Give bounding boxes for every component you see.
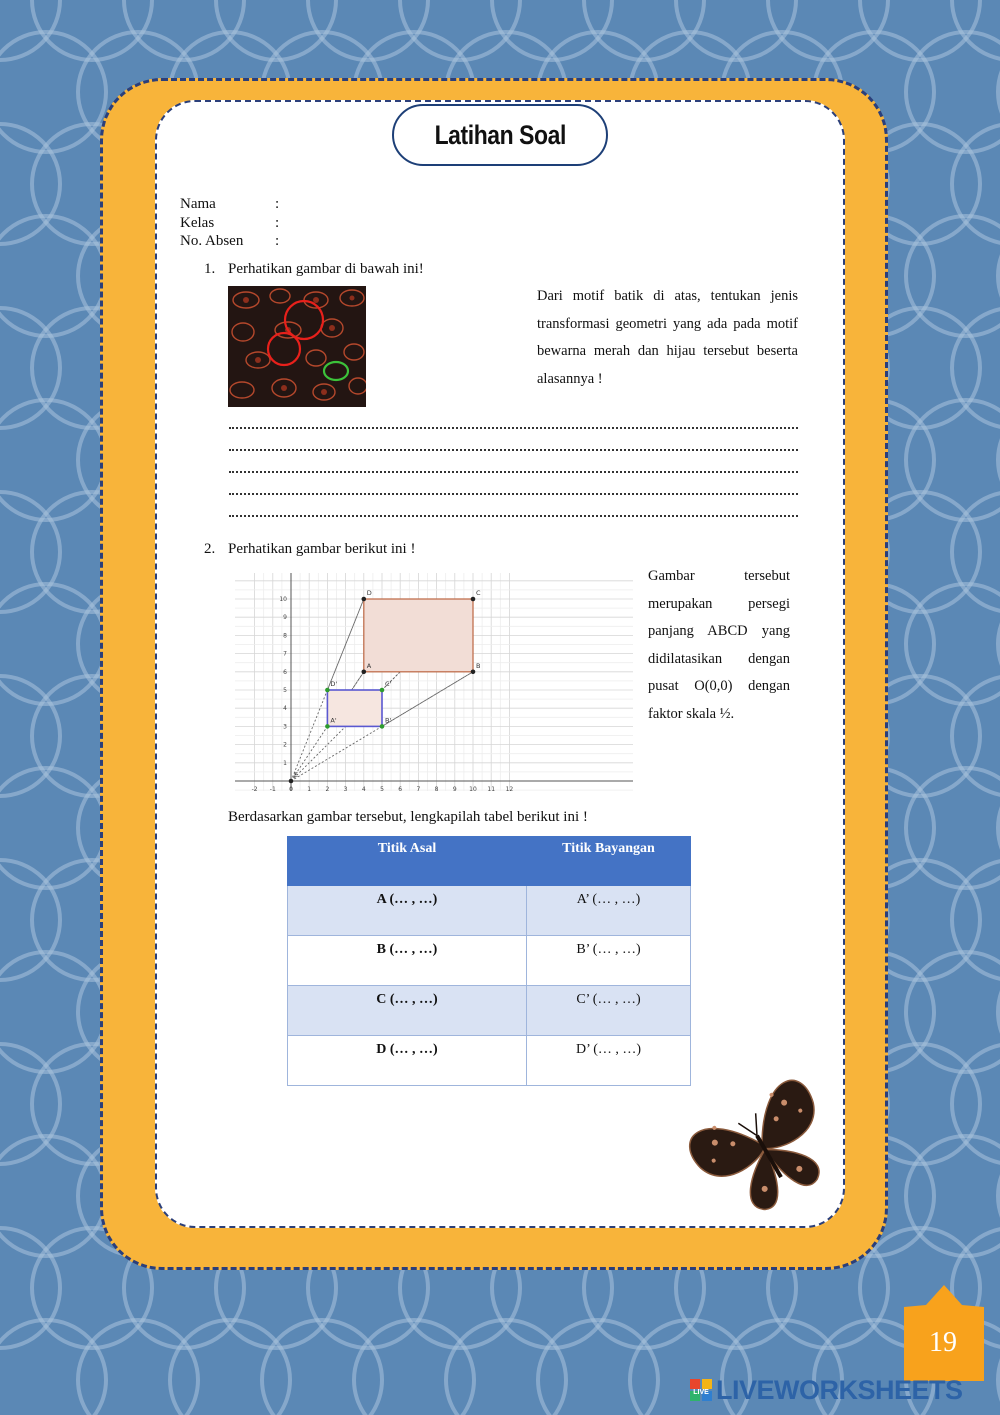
q1-number: 1. <box>204 261 216 277</box>
y-tick-label: 7 <box>283 650 287 658</box>
y-tick-label: 10 <box>279 596 287 603</box>
x-tick-label: 12 <box>505 786 514 793</box>
y-tick-label: 4 <box>283 705 287 713</box>
rectangle-abcd <box>364 599 473 672</box>
batik-motif-image <box>228 286 366 407</box>
point-b <box>471 670 476 675</box>
liveworksheets-icon <box>690 1379 712 1401</box>
answer-table <box>287 836 691 1086</box>
x-tick-label: 11 <box>487 786 496 793</box>
point-b[interactable]: B (… , …) <box>288 936 527 986</box>
class-field[interactable]: Kelas : <box>180 215 280 231</box>
x-tick-label: 7 <box>416 786 421 793</box>
point-label: B <box>476 661 481 670</box>
dilation-graph <box>233 565 635 800</box>
point-b-image[interactable]: B’ (… , …) <box>527 936 691 986</box>
point-a-image[interactable]: A’ (… , …) <box>527 886 691 936</box>
title-pill <box>392 104 608 166</box>
point-e <box>289 779 294 784</box>
y-tick-label: 3 <box>283 723 287 731</box>
answer-line[interactable] <box>229 515 798 517</box>
q2-instruction: Berdasarkan gambar tersebut, lengkapilah tabel berikut ini ! <box>228 809 588 825</box>
q2-text: Gambar tersebut merupakan persegi panjang ABCD yang didilatasikan dengan pusat O(0,0) dengan faktor skala ½. <box>648 568 790 722</box>
point-label: A' <box>330 716 337 725</box>
point-d[interactable]: D (… , …) <box>288 1036 527 1086</box>
x-tick-label: 8 <box>434 786 439 793</box>
y-tick-label: 2 <box>283 741 287 749</box>
point-a[interactable]: A (… , …) <box>288 886 527 936</box>
liveworksheets-logo[interactable] <box>690 1375 963 1405</box>
table-row <box>288 886 691 936</box>
svg-text:LIVE: LIVE <box>693 1389 709 1396</box>
x-tick-label: 9 <box>452 786 457 793</box>
table-row <box>288 1036 691 1086</box>
point-d <box>362 597 367 602</box>
point-c <box>471 597 476 602</box>
y-tick-label: 1 <box>283 759 287 767</box>
name-label: Nama <box>180 196 216 212</box>
answer-line[interactable] <box>229 493 798 495</box>
answer-line[interactable] <box>229 471 798 473</box>
point-d-image[interactable]: D’ (… , …) <box>527 1036 691 1086</box>
header-titik-asal: Titik Asal <box>288 837 527 886</box>
table-row <box>288 986 691 1036</box>
point-label: D <box>366 589 372 597</box>
x-tick-label: 6 <box>398 786 403 793</box>
header-titik-bayangan: Titik Bayangan <box>527 837 691 886</box>
answer-line[interactable] <box>229 449 798 451</box>
point-label: E <box>294 771 299 779</box>
point-label: C' <box>385 680 392 688</box>
point-a1 <box>325 724 330 729</box>
point-label: C <box>476 589 481 597</box>
y-tick-label: 8 <box>283 632 287 640</box>
point-label: B' <box>385 716 392 725</box>
q2-prompt: Perhatikan gambar berikut ini ! <box>228 541 416 557</box>
x-tick-label: 10 <box>469 786 477 793</box>
q1-text: Dari motif batik di atas, tentukan jenis transformasi geometri yang ada pada motif bewarna merah dan hijau tersebut beserta alasannya ! <box>537 288 798 387</box>
table-row <box>288 936 691 986</box>
point-c1 <box>380 688 385 693</box>
q1-prompt: Perhatikan gambar di bawah ini! <box>228 261 424 277</box>
x-tick-label: 4 <box>361 786 366 793</box>
batik-butterfly-icon <box>688 1074 838 1217</box>
absen-label: No. Absen <box>180 233 244 249</box>
x-tick-label: 2 <box>325 786 330 793</box>
y-tick-label: 9 <box>283 614 287 622</box>
point-c-image[interactable]: C’ (… , …) <box>527 986 691 1036</box>
x-tick-label: -2 <box>251 786 258 793</box>
point-a <box>362 670 367 675</box>
point-b1 <box>380 724 385 729</box>
class-label: Kelas <box>180 215 215 231</box>
y-tick-label: 6 <box>283 668 287 676</box>
absen-field[interactable]: No. Absen : <box>180 233 280 249</box>
page-title: Latihan Soal <box>434 119 566 150</box>
y-tick-label: 5 <box>283 687 287 694</box>
point-label: D' <box>330 680 338 688</box>
point-c[interactable]: C (… , …) <box>288 986 527 1036</box>
point-d1 <box>325 688 330 693</box>
name-field[interactable]: Nama : <box>180 196 280 212</box>
brand-name: LIVEWORKSHEETS <box>716 1374 963 1405</box>
q2-number: 2. <box>204 541 216 557</box>
x-tick-label: -1 <box>269 786 276 793</box>
x-tick-label: 0 <box>289 786 293 793</box>
x-tick-label: 3 <box>343 786 348 793</box>
answer-line[interactable] <box>229 427 798 429</box>
x-tick-label: 1 <box>307 786 312 793</box>
x-tick-label: 5 <box>380 786 384 793</box>
point-label: A <box>366 661 372 670</box>
page-number: 19 <box>929 1327 957 1358</box>
